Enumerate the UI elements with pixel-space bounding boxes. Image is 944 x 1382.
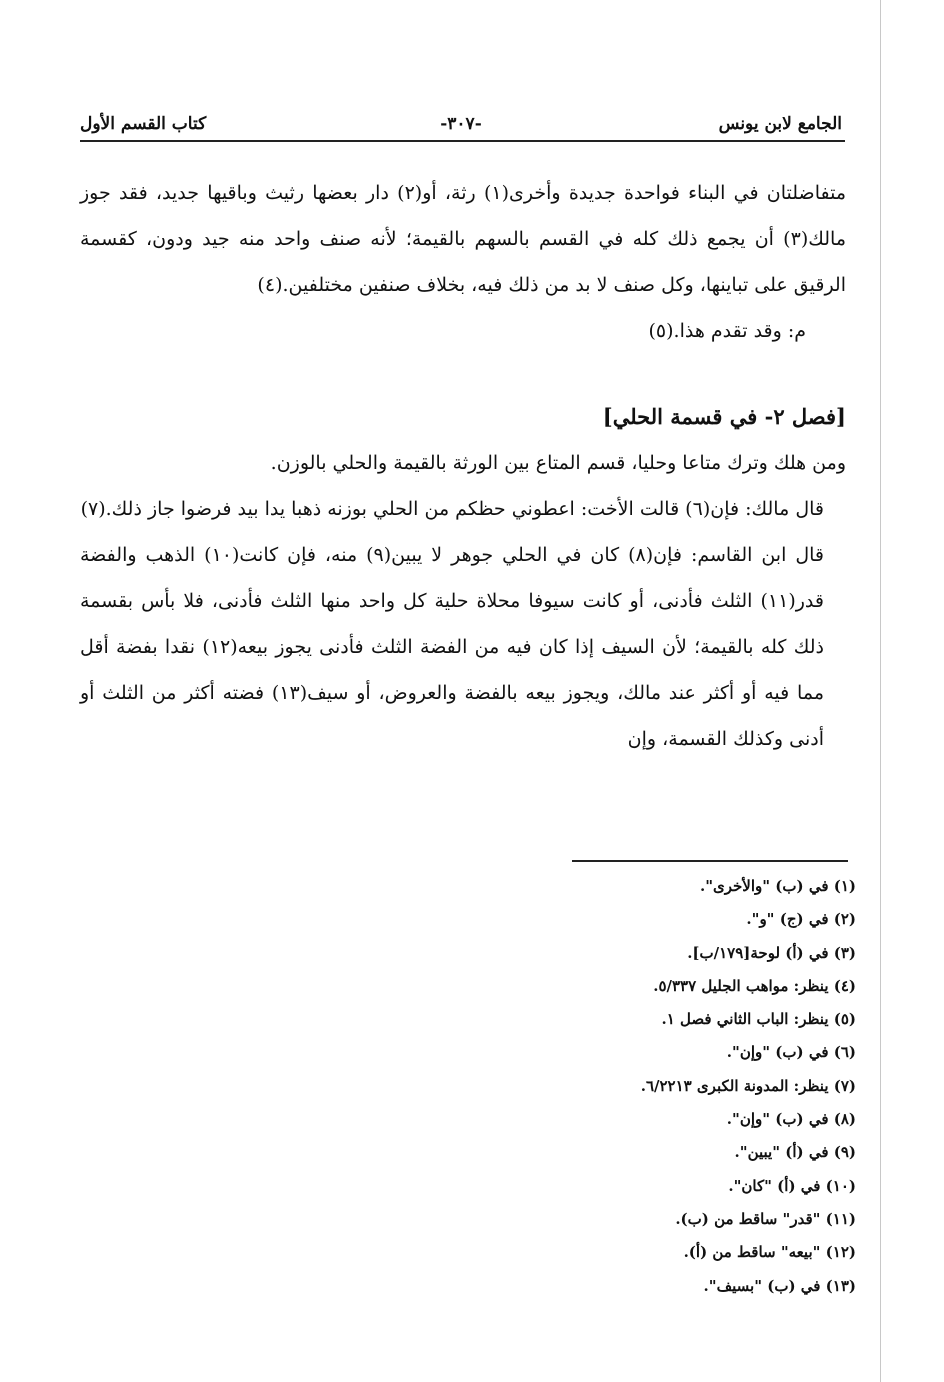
footnote: (٧) ينظر: المدونة الكبرى ٦/٢٢١٣.	[640, 1076, 856, 1095]
footnote: (١١) "قدر" ساقط من (ب).	[675, 1209, 856, 1228]
page-number: -٣٠٧-	[440, 114, 482, 134]
paragraph: قال مالك: فإن(٦) قالت الأخت: اعطوني حظكم من الحلي بوزنه ذهبا يدا بيد فرضوا جاز ذلك.(٧)	[80, 498, 824, 520]
footnote: (٦) في (ب) "وإن".	[726, 1043, 856, 1062]
header-section-title: كتاب القسم الأول	[80, 114, 207, 134]
footnote: (١٠) في (أ) "كان".	[728, 1176, 856, 1195]
paragraph: قال ابن القاسم: فإن(٨) كان في الحلي جوهر لا يبين(٩) منه، فإن كانت(١٠) الذهب والفضة قدر(١١) الثلث فأدنى، أو كانت سيوفا محلاة حلية كل واحد منها الثلث فأدنى، فلا بأس بقسمة ذلك كله بالقيمة؛ لأن السيف إذا كان فيه من الفضة الثلث فأدنى يجوز بيعه(١٢) نقدا بفضة أقل مما فيه أو أكثر عند مالك، ويجوز بيعه بالفضة والعروض، أو سيف(١٣) فضته أكثر من الثلث أو أدنى وكذلك القسمة، وإن	[80, 544, 824, 750]
footnote: (١٢) "بيعه" ساقط من (أ).	[683, 1243, 856, 1262]
footnotes	[80, 870, 856, 1303]
footnote: (٣) في (أ) لوحة[١٧٩/ب].	[687, 943, 856, 962]
running-header	[80, 110, 842, 140]
paragraph: م: وقد تقدم هذا.(٥)	[648, 320, 806, 342]
header-book-title: الجامع لابن يونس	[718, 114, 842, 134]
main-text	[80, 170, 846, 762]
footnote: (١٣) في (ب) "بسيف".	[703, 1276, 856, 1295]
paragraph-gap	[80, 354, 846, 394]
section-heading: [فصل ٢- في قسمة الحلي]	[602, 404, 846, 429]
footnote: (٩) في (أ) "يبين".	[734, 1143, 856, 1162]
footnote: (٢) في (ج) "و".	[746, 910, 856, 929]
paragraph: ومن هلك وترك متاعا وحليا، قسم المتاع بين الورثة بالقيمة والحلي بالوزن.	[270, 452, 846, 474]
paragraph: متفاضلتان في البناء فواحدة جديدة وأخرى(١) رثة، أو(٢) دار بعضها رثيث وباقيها جديد، فقد جوز مالك(٣) أن يجمع ذلك كله في القسم بالسهم بالقيمة؛ لأنه صنف واحد منه جيد ودون، كقسمة الرقيق على تباينها، وكل صنف لا بد من ذلك فيه، بخلاف صنفين مختلفين.(٤)	[80, 182, 847, 296]
page-edge-line	[880, 0, 881, 1382]
footnote: (٨) في (ب) "وإن".	[726, 1110, 856, 1129]
footnote: (٥) ينظر: الباب الثاني فصل ١.	[661, 1010, 856, 1029]
footnote: (٤) ينظر: مواهب الجليل ٥/٣٣٧.	[653, 976, 856, 995]
footnote-separator	[572, 860, 848, 862]
footnote: (١) في (ب) "والأخرى".	[699, 877, 856, 895]
header-rule	[80, 140, 845, 142]
